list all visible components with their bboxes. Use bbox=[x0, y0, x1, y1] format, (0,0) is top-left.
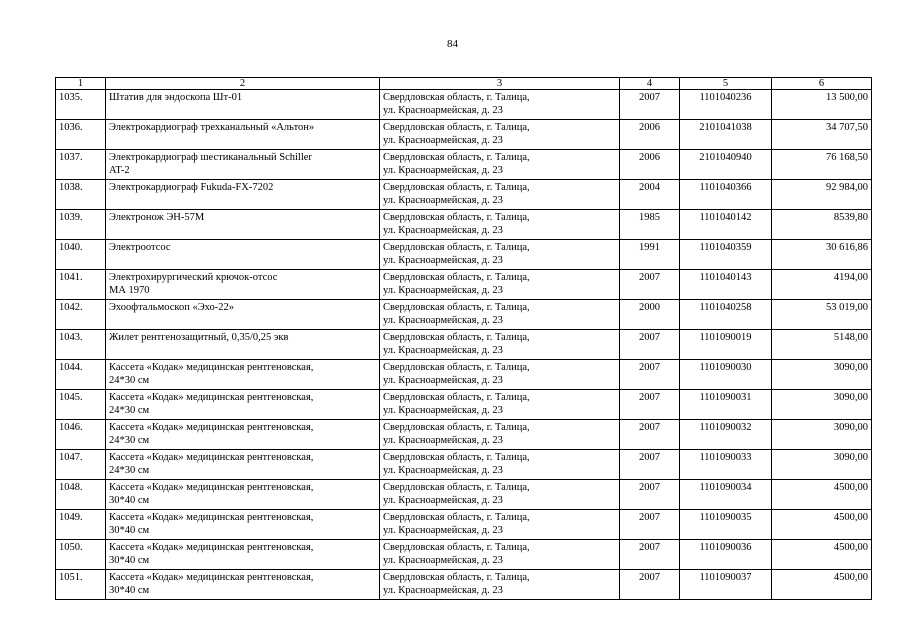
inventory-code-cell: 1101090036 bbox=[680, 540, 772, 570]
table-row bbox=[56, 450, 872, 480]
item-name-cell bbox=[106, 240, 380, 270]
address-cell-line: Свердловская область, г. Талица, bbox=[383, 182, 530, 193]
address-cell-line: ул. Красноармейская, д. 23 bbox=[383, 285, 503, 296]
column-header-row bbox=[56, 78, 872, 90]
cost-cell: 3090,00 bbox=[772, 360, 872, 390]
year-cell: 2007 bbox=[620, 510, 680, 540]
column-header: 3 bbox=[380, 78, 620, 90]
address-cell-line: ул. Красноармейская, д. 23 bbox=[383, 405, 503, 416]
address-cell bbox=[380, 390, 620, 420]
inventory-code-cell: 1101040142 bbox=[680, 210, 772, 240]
row-number-cell: 1038. bbox=[56, 180, 106, 210]
column-header: 2 bbox=[106, 78, 380, 90]
address-cell bbox=[380, 240, 620, 270]
item-name-cell-line: МА 1970 bbox=[109, 285, 150, 296]
inventory-code-cell: 1101090034 bbox=[680, 480, 772, 510]
year-cell: 2007 bbox=[620, 420, 680, 450]
address-cell-line: Свердловская область, г. Талица, bbox=[383, 482, 530, 493]
year-cell: 2007 bbox=[620, 270, 680, 300]
address-cell bbox=[380, 420, 620, 450]
item-name-cell-line: 24*30 см bbox=[109, 435, 150, 446]
row-number-cell: 1049. bbox=[56, 510, 106, 540]
inventory-code-cell: 1101090033 bbox=[680, 450, 772, 480]
address-cell-line: ул. Красноармейская, д. 23 bbox=[383, 555, 503, 566]
item-name-cell bbox=[106, 90, 380, 120]
table-row bbox=[56, 210, 872, 240]
table-row bbox=[56, 90, 872, 120]
address-cell-line: Свердловская область, г. Талица, bbox=[383, 302, 530, 313]
row-number-cell: 1042. bbox=[56, 300, 106, 330]
item-name-cell bbox=[106, 390, 380, 420]
address-cell bbox=[380, 450, 620, 480]
cost-cell: 4194,00 bbox=[772, 270, 872, 300]
item-name-cell-line: Электронож ЭН-57М bbox=[109, 212, 205, 223]
item-name-cell bbox=[106, 480, 380, 510]
item-name-cell-line: 24*30 см bbox=[109, 405, 150, 416]
cost-cell: 3090,00 bbox=[772, 390, 872, 420]
inventory-code-cell: 1101040366 bbox=[680, 180, 772, 210]
item-name-cell-line: Штатив для эндоскопа Шт-01 bbox=[109, 92, 243, 103]
year-cell: 2000 bbox=[620, 300, 680, 330]
row-number-cell: 1040. bbox=[56, 240, 106, 270]
cost-cell: 3090,00 bbox=[772, 420, 872, 450]
item-name-cell-line: Кассета «Кодак» медицинская рентгеновская, bbox=[109, 362, 314, 373]
address-cell-line: ул. Красноармейская, д. 23 bbox=[383, 315, 503, 326]
year-cell: 2007 bbox=[620, 540, 680, 570]
row-number-cell: 1051. bbox=[56, 570, 106, 600]
year-cell: 2007 bbox=[620, 480, 680, 510]
item-name-cell bbox=[106, 510, 380, 540]
cost-cell: 8539,80 bbox=[772, 210, 872, 240]
year-cell: 2007 bbox=[620, 360, 680, 390]
row-number-cell: 1050. bbox=[56, 540, 106, 570]
item-name-cell-line: Кассета «Кодак» медицинская рентгеновская, bbox=[109, 512, 314, 523]
cost-cell: 4500,00 bbox=[772, 540, 872, 570]
row-number-cell: 1037. bbox=[56, 150, 106, 180]
cost-cell: 4500,00 bbox=[772, 510, 872, 540]
address-cell-line: Свердловская область, г. Талица, bbox=[383, 212, 530, 223]
address-cell-line: ул. Красноармейская, д. 23 bbox=[383, 195, 503, 206]
address-cell-line: ул. Красноармейская, д. 23 bbox=[383, 105, 503, 116]
address-cell-line: Свердловская область, г. Талица, bbox=[383, 332, 530, 343]
item-name-cell bbox=[106, 300, 380, 330]
year-cell: 2007 bbox=[620, 450, 680, 480]
table-row bbox=[56, 390, 872, 420]
cost-cell: 5148,00 bbox=[772, 330, 872, 360]
item-name-cell bbox=[106, 420, 380, 450]
inventory-code-cell: 1101090030 bbox=[680, 360, 772, 390]
address-cell bbox=[380, 210, 620, 240]
item-name-cell-line: Электрокардиограф Fukuda-FX-7202 bbox=[109, 182, 274, 193]
address-cell-line: Свердловская область, г. Талица, bbox=[383, 452, 530, 463]
address-cell-line: Свердловская область, г. Талица, bbox=[383, 92, 530, 103]
item-name-cell bbox=[106, 450, 380, 480]
item-name-cell-line: 30*40 см bbox=[109, 495, 150, 506]
table-row bbox=[56, 420, 872, 450]
inventory-code-cell: 2101041038 bbox=[680, 120, 772, 150]
table-row bbox=[56, 300, 872, 330]
address-cell-line: ул. Красноармейская, д. 23 bbox=[383, 165, 503, 176]
column-header: 1 bbox=[56, 78, 106, 90]
address-cell bbox=[380, 120, 620, 150]
cost-cell: 30 616,86 bbox=[772, 240, 872, 270]
cost-cell: 4500,00 bbox=[772, 480, 872, 510]
item-name-cell-line: AT-2 bbox=[109, 165, 130, 176]
inventory-code-cell: 1101090031 bbox=[680, 390, 772, 420]
item-name-cell bbox=[106, 270, 380, 300]
table-row bbox=[56, 180, 872, 210]
table-body bbox=[56, 90, 872, 600]
address-cell-line: ул. Красноармейская, д. 23 bbox=[383, 435, 503, 446]
cost-cell: 92 984,00 bbox=[772, 180, 872, 210]
inventory-code-cell: 1101090019 bbox=[680, 330, 772, 360]
address-cell bbox=[380, 270, 620, 300]
item-name-cell-line: 30*40 см bbox=[109, 525, 150, 536]
item-name-cell bbox=[106, 180, 380, 210]
inventory-code-cell: 2101040940 bbox=[680, 150, 772, 180]
year-cell: 2007 bbox=[620, 90, 680, 120]
address-cell-line: Свердловская область, г. Талица, bbox=[383, 392, 530, 403]
cost-cell: 4500,00 bbox=[772, 570, 872, 600]
cost-cell: 34 707,50 bbox=[772, 120, 872, 150]
address-cell bbox=[380, 570, 620, 600]
item-name-cell bbox=[106, 360, 380, 390]
item-name-cell-line: 24*30 см bbox=[109, 465, 150, 476]
item-name-cell-line: 24*30 см bbox=[109, 375, 150, 386]
address-cell-line: ул. Красноармейская, д. 23 bbox=[383, 375, 503, 386]
address-cell-line: ул. Красноармейская, д. 23 bbox=[383, 135, 503, 146]
address-cell bbox=[380, 480, 620, 510]
row-number-cell: 1044. bbox=[56, 360, 106, 390]
item-name-cell bbox=[106, 330, 380, 360]
cost-cell: 13 500,00 bbox=[772, 90, 872, 120]
year-cell: 1991 bbox=[620, 240, 680, 270]
inventory-code-cell: 1101090035 bbox=[680, 510, 772, 540]
cost-cell: 3090,00 bbox=[772, 450, 872, 480]
column-header: 4 bbox=[620, 78, 680, 90]
item-name-cell bbox=[106, 120, 380, 150]
address-cell bbox=[380, 360, 620, 390]
row-number-cell: 1046. bbox=[56, 420, 106, 450]
address-cell-line: ул. Красноармейская, д. 23 bbox=[383, 225, 503, 236]
cost-cell: 53 019,00 bbox=[772, 300, 872, 330]
year-cell: 2007 bbox=[620, 330, 680, 360]
item-name-cell-line: 30*40 см bbox=[109, 555, 150, 566]
table-row bbox=[56, 120, 872, 150]
address-cell-line: ул. Красноармейская, д. 23 bbox=[383, 255, 503, 266]
address-cell bbox=[380, 510, 620, 540]
item-name-cell-line: Жилет рентгенозащитный, 0,35/0,25 экв bbox=[109, 332, 289, 343]
address-cell-line: Свердловская область, г. Талица, bbox=[383, 572, 530, 583]
item-name-cell-line: Кассета «Кодак» медицинская рентгеновская, bbox=[109, 422, 314, 433]
row-number-cell: 1039. bbox=[56, 210, 106, 240]
item-name-cell-line: 30*40 см bbox=[109, 585, 150, 596]
address-cell-line: Свердловская область, г. Талица, bbox=[383, 422, 530, 433]
address-cell bbox=[380, 330, 620, 360]
address-cell bbox=[380, 90, 620, 120]
inventory-code-cell: 1101040143 bbox=[680, 270, 772, 300]
row-number-cell: 1035. bbox=[56, 90, 106, 120]
address-cell-line: Свердловская область, г. Талица, bbox=[383, 542, 530, 553]
row-number-cell: 1036. bbox=[56, 120, 106, 150]
table-row bbox=[56, 480, 872, 510]
year-cell: 2006 bbox=[620, 150, 680, 180]
year-cell: 2007 bbox=[620, 390, 680, 420]
address-cell-line: ул. Красноармейская, д. 23 bbox=[383, 345, 503, 356]
address-cell-line: Свердловская область, г. Талица, bbox=[383, 242, 530, 253]
address-cell-line: ул. Красноармейская, д. 23 bbox=[383, 525, 503, 536]
item-name-cell-line: Электрохирургический крючок-отсос bbox=[109, 272, 278, 283]
table-row bbox=[56, 570, 872, 600]
table-row bbox=[56, 270, 872, 300]
item-name-cell-line: Эхоофтальмоскоп «Эхо-22» bbox=[109, 302, 234, 313]
row-number-cell: 1048. bbox=[56, 480, 106, 510]
item-name-cell-line: Кассета «Кодак» медицинская рентгеновская, bbox=[109, 452, 314, 463]
address-cell bbox=[380, 180, 620, 210]
inventory-code-cell: 1101040236 bbox=[680, 90, 772, 120]
inventory-code-cell: 1101090032 bbox=[680, 420, 772, 450]
address-cell-line: Свердловская область, г. Талица, bbox=[383, 152, 530, 163]
table-row bbox=[56, 360, 872, 390]
address-cell-line: Свердловская область, г. Талица, bbox=[383, 272, 530, 283]
table-row bbox=[56, 150, 872, 180]
inventory-code-cell: 1101090037 bbox=[680, 570, 772, 600]
row-number-cell: 1045. bbox=[56, 390, 106, 420]
table-row bbox=[56, 510, 872, 540]
page-number: 84 bbox=[447, 38, 458, 50]
item-name-cell-line: Кассета «Кодак» медицинская рентгеновская, bbox=[109, 482, 314, 493]
address-cell-line: Свердловская область, г. Талица, bbox=[383, 512, 530, 523]
cost-cell: 76 168,50 bbox=[772, 150, 872, 180]
item-name-cell-line: Кассета «Кодак» медицинская рентгеновская, bbox=[109, 572, 314, 583]
column-header: 6 bbox=[772, 78, 872, 90]
year-cell: 2004 bbox=[620, 180, 680, 210]
inventory-code-cell: 1101040359 bbox=[680, 240, 772, 270]
year-cell: 2007 bbox=[620, 570, 680, 600]
address-cell bbox=[380, 300, 620, 330]
address-cell bbox=[380, 540, 620, 570]
row-number-cell: 1047. bbox=[56, 450, 106, 480]
address-cell-line: ул. Красноармейская, д. 23 bbox=[383, 465, 503, 476]
item-name-cell-line: Кассета «Кодак» медицинская рентгеновская, bbox=[109, 542, 314, 553]
row-number-cell: 1043. bbox=[56, 330, 106, 360]
address-cell-line: ул. Красноармейская, д. 23 bbox=[383, 585, 503, 596]
item-name-cell-line: Электрокардиограф трехканальный «Альтон» bbox=[109, 122, 315, 133]
item-name-cell-line: Кассета «Кодак» медицинская рентгеновская, bbox=[109, 392, 314, 403]
year-cell: 1985 bbox=[620, 210, 680, 240]
address-cell-line: ул. Красноармейская, д. 23 bbox=[383, 495, 503, 506]
table-row bbox=[56, 540, 872, 570]
column-header: 5 bbox=[680, 78, 772, 90]
address-cell-line: Свердловская область, г. Талица, bbox=[383, 122, 530, 133]
item-name-cell-line: Электрокардиограф шестиканальный Schiller bbox=[109, 152, 312, 163]
item-name-cell bbox=[106, 540, 380, 570]
address-cell bbox=[380, 150, 620, 180]
inventory-code-cell: 1101040258 bbox=[680, 300, 772, 330]
year-cell: 2006 bbox=[620, 120, 680, 150]
inventory-table bbox=[55, 77, 872, 600]
table-row bbox=[56, 330, 872, 360]
item-name-cell bbox=[106, 570, 380, 600]
item-name-cell-line: Электроотсос bbox=[109, 242, 171, 253]
address-cell-line: Свердловская область, г. Талица, bbox=[383, 362, 530, 373]
item-name-cell bbox=[106, 150, 380, 180]
row-number-cell: 1041. bbox=[56, 270, 106, 300]
item-name-cell bbox=[106, 210, 380, 240]
table-row bbox=[56, 240, 872, 270]
